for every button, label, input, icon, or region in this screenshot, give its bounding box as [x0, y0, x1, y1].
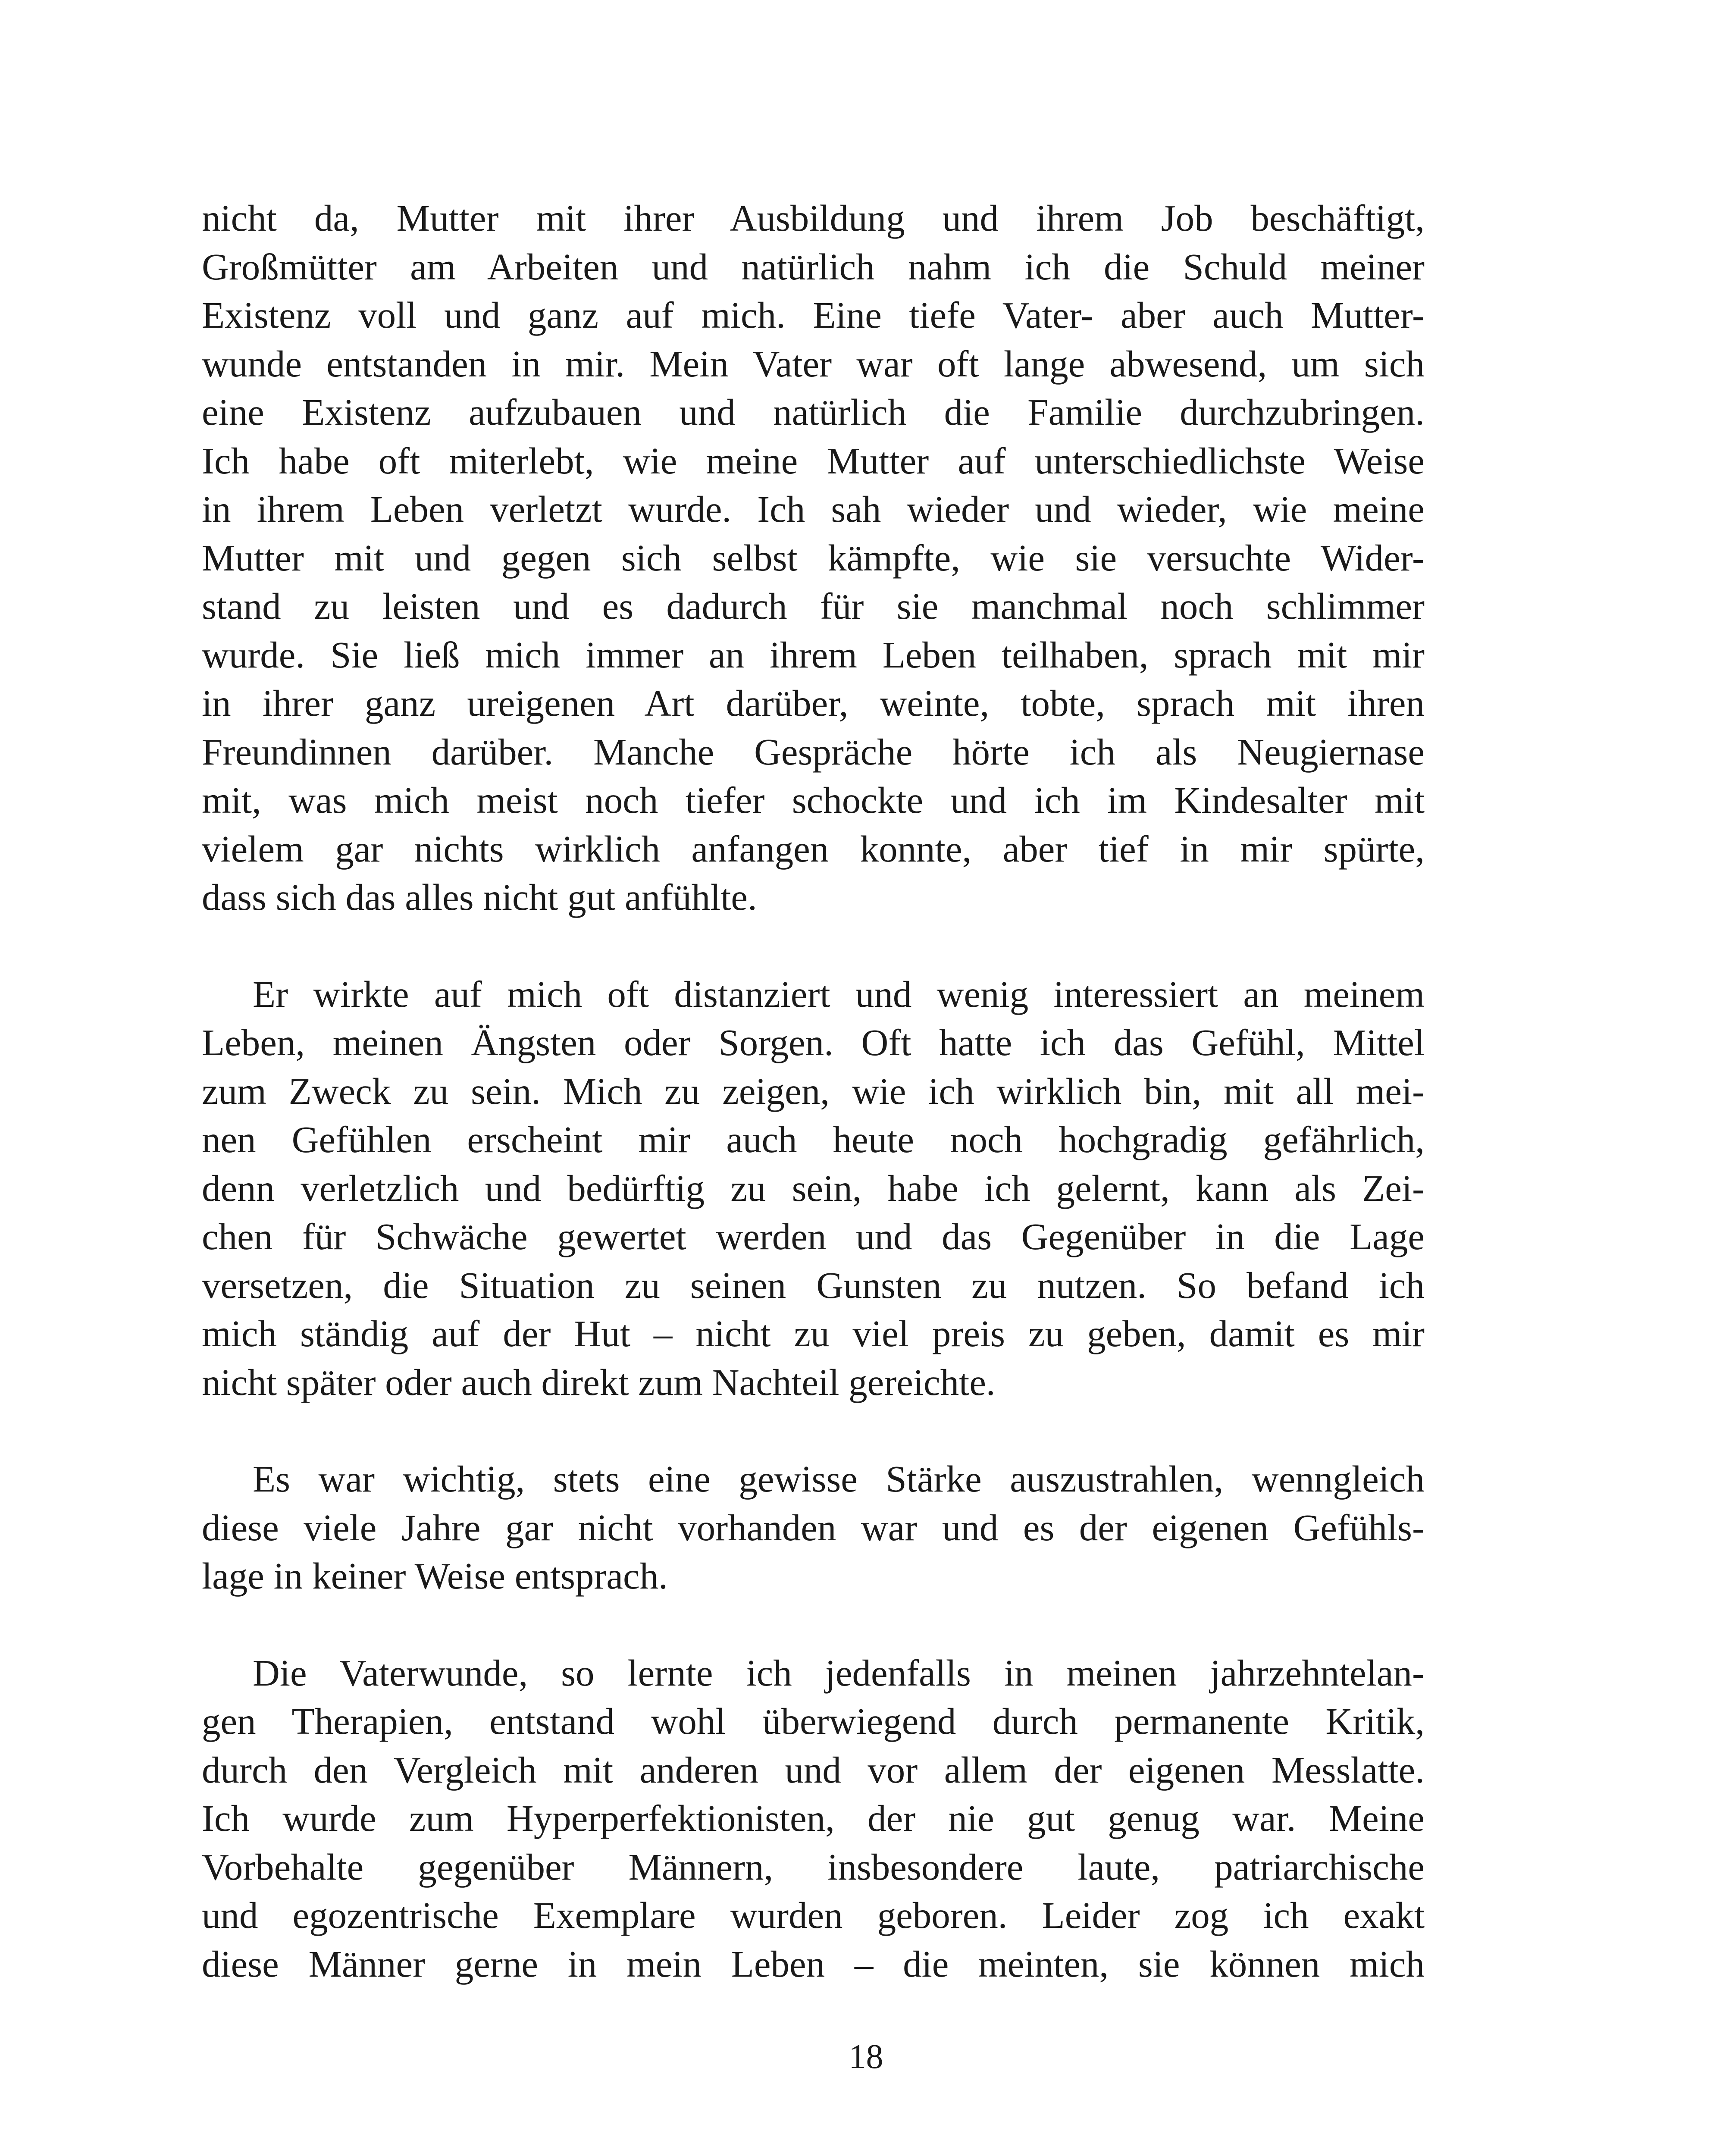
text-line: in ihrer ganz ureigenen Art darüber, weinte, tobte, sprach mit ihren — [202, 682, 1425, 724]
text-line: Existenz voll und ganz auf mich. Eine tiefe Vater- aber auch Mutter- — [202, 294, 1425, 336]
text-line: nicht später oder auch direkt zum Nachteil gereichte. — [202, 1361, 996, 1403]
text-line: und egozentrische Exemplare wurden geboren. Leider zog ich exakt — [202, 1894, 1425, 1936]
text-line: Er wirkte auf mich oft distanziert und wenig interessiert an meinem — [253, 973, 1425, 1015]
text-line: lage in keiner Weise entsprach. — [202, 1555, 668, 1597]
text-line: nicht da, Mutter mit ihrer Ausbildung und ihrem Job beschäftigt, — [202, 197, 1425, 239]
text-line: eine Existenz aufzubauen und natürlich die Familie durchzubringen. — [202, 391, 1425, 433]
text-line: diese viele Jahre gar nicht vorhanden war und es der eigenen Gefühls- — [202, 1506, 1425, 1548]
text-line: wunde entstanden in mir. Mein Vater war oft lange abwesend, um sich — [202, 342, 1425, 385]
text-line: versetzen, die Situation zu seinen Gunsten zu nutzen. So befand ich — [202, 1264, 1425, 1306]
page-number: 18 — [849, 2038, 883, 2076]
text-line: denn verletzlich und bedürftig zu sein, habe ich gelernt, kann als Zei- — [202, 1167, 1425, 1209]
text-line: in ihrem Leben verletzt wurde. Ich sah wieder und wieder, wie meine — [202, 488, 1425, 530]
text-line: Großmütter am Arbeiten und natürlich nahm ich die Schuld meiner — [202, 245, 1425, 288]
text-line: mich ständig auf der Hut – nicht zu viel preis zu geben, damit es mir — [202, 1313, 1425, 1354]
text-line: gen Therapien, entstand wohl überwiegend durch permanente Kritik, — [202, 1700, 1425, 1742]
text-line: Die Vaterwunde, so lernte ich jedenfalls in meinen jahrzehntelan- — [253, 1651, 1425, 1694]
text-line: chen für Schwäche gewertet werden und das Gegenüber in die Lage — [202, 1216, 1425, 1257]
text-line: Ich wurde zum Hyperperfektionisten, der nie gut genug war. Meine — [202, 1797, 1425, 1839]
text-line: wurde. Sie ließ mich immer an ihrem Leben teilhaben, sprach mit mir — [202, 633, 1425, 676]
paragraph-4 — [202, 1649, 1425, 1989]
text-line: Freundinnen darüber. Manche Gespräche hörte ich als Neugiernase — [202, 730, 1425, 773]
text-line: Leben, meinen Ängsten oder Sorgen. Oft hatte ich das Gefühl, Mittel — [202, 1022, 1425, 1063]
text-line: mit, was mich meist noch tiefer schockte und ich im Kindesalter mit — [202, 779, 1425, 821]
text-line: vielem gar nichts wirklich anfangen konnte, aber tief in mir spürte, — [202, 827, 1425, 870]
text-line: Es war wichtig, stets eine gewisse Stärke auszustrahlen, wenngleich — [253, 1458, 1425, 1500]
text-line: Ich habe oft miterlebt, wie meine Mutter auf unterschiedlichste Weise — [202, 439, 1425, 482]
paragraph-1 — [202, 194, 1425, 922]
text-line: nen Gefühlen erscheint mir auch heute noch hochgradig gefährlich, — [202, 1119, 1425, 1160]
text-line: zum Zweck zu sein. Mich zu zeigen, wie ich wirklich bin, mit all mei- — [202, 1070, 1425, 1112]
body-text — [202, 194, 1425, 1988]
paragraph-2 — [202, 970, 1425, 1407]
text-line: Mutter mit und gegen sich selbst kämpfte, wie sie versuchte Wider- — [202, 536, 1425, 579]
text-line: durch den Vergleich mit anderen und vor allem der eigenen Messlatte. — [202, 1749, 1425, 1791]
text-line: diese Männer gerne in mein Leben – die meinten, sie können mich — [202, 1943, 1425, 1985]
text-line: dass sich das alles nicht gut anfühlte. — [202, 876, 757, 918]
text-line: stand zu leisten und es dadurch für sie manchmal noch schlimmer — [202, 585, 1425, 627]
text-line: Vorbehalte gegenüber Männern, insbesondere laute, patriarchische — [202, 1846, 1425, 1888]
paragraph-3 — [202, 1455, 1425, 1601]
